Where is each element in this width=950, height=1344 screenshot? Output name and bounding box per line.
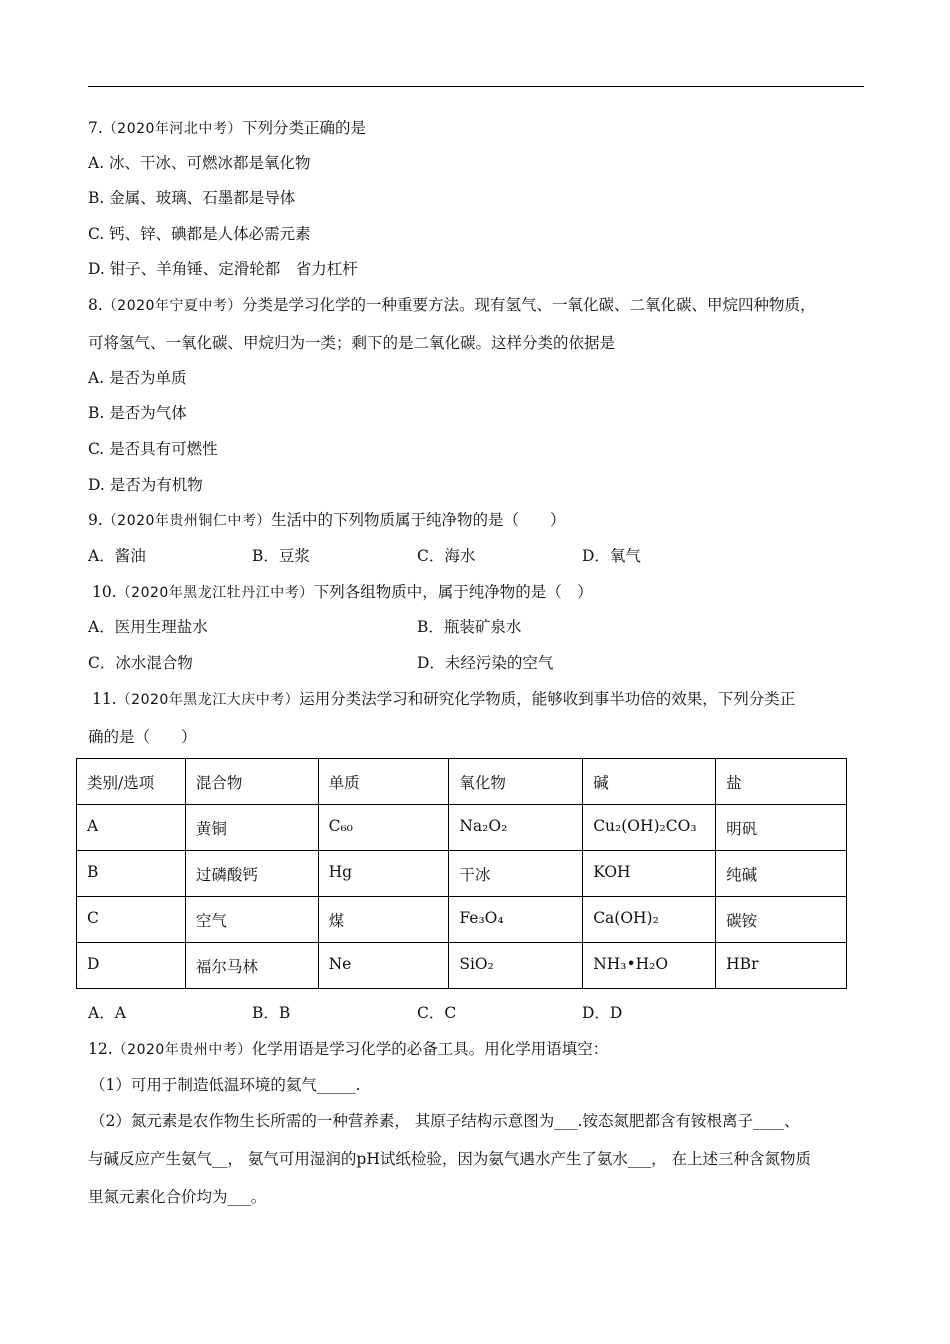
header-rule [88, 86, 864, 87]
q12-part2-line2: 与碱反应产生氨气__， 氨气可用湿润的pH试纸检验，因为氨气遇水产生了氨水___， 在上述三种含氮物质 [88, 1150, 812, 1168]
table-cell: HBr [716, 943, 847, 989]
table-cell: A [77, 805, 186, 851]
q12-stem: 化学用语是学习化学的必备工具。用化学用语填空： [251, 1040, 609, 1058]
table-cell: Ne [318, 943, 449, 989]
q11-stem-line1 [92, 689, 795, 710]
table-cell: NH₃•H₂O [583, 943, 716, 989]
table-cell: Hg [318, 851, 449, 897]
q11-source: （2020年黑龙江大庆中考） [116, 692, 300, 708]
q7-option-a: A. 冰、干冰、可燃冰都是氧化物 [88, 154, 311, 172]
q9-option-c: C．海水 [417, 547, 476, 565]
table-row [77, 805, 847, 851]
q9-number: 9. [88, 511, 103, 529]
table-cell: 过磷酸钙 [185, 851, 318, 897]
q8-source: （2020年宁夏中考） [102, 298, 242, 314]
q10-option-c: C．冰水混合物 [88, 654, 193, 672]
q7-stem-line [88, 118, 366, 139]
q11-stem-line2: 确的是（ ） [88, 728, 197, 746]
q7-stem: 下列分类正确的是 [241, 119, 366, 137]
q12-part2-line1: （2）氮元素是农作物生长所需的一种营养素， 其原子结构示意图为___.铵态氮肥都含有铵根离子____、 [90, 1112, 800, 1130]
table-cell: 福尔马林 [185, 943, 318, 989]
q10-source: （2020年黑龙江牡丹江中考） [116, 585, 314, 601]
q9-stem: 生活中的下列物质属于纯净物的是（ ） [270, 511, 566, 529]
table-cell: 碳铵 [716, 897, 847, 943]
q8-option-a: A. 是否为单质 [88, 369, 187, 387]
table-cell: 煤 [318, 897, 449, 943]
q8-number: 8. [88, 296, 103, 314]
q7-source: （2020年河北中考） [102, 121, 242, 137]
q9-option-d: D．氧气 [582, 547, 641, 565]
table-cell: Na₂O₂ [449, 805, 583, 851]
table-header-cell: 碱 [583, 759, 716, 805]
table-cell: Ca(OH)₂ [583, 897, 716, 943]
q10-number: 10. [92, 583, 117, 601]
q8-option-c: C. 是否具有可燃性 [88, 440, 218, 458]
table-row [77, 851, 847, 897]
q11-number: 11. [92, 690, 117, 708]
q11-option-a: A．A [88, 1004, 126, 1022]
table-cell: Fe₃O₄ [449, 897, 583, 943]
q10-stem: 下列各组物质中，属于纯净物的是（ ） [313, 583, 593, 601]
q12-source: （2020年贵州中考） [112, 1042, 252, 1058]
q12-stem-line [88, 1039, 608, 1060]
q8-stem-line2: 可将氢气、一氧化碳、甲烷归为一类；剩下的是二氧化碳。这样分类的依据是 [88, 334, 616, 352]
q7-option-c: C. 钙、锌、碘都是人体必需元素 [88, 225, 311, 243]
q12-number: 12. [88, 1040, 113, 1058]
q10-option-d: D．未经污染的空气 [417, 654, 554, 672]
q9-option-a: A．酱油 [88, 547, 146, 565]
classification-table [76, 758, 847, 989]
q8-stem-line1 [88, 295, 815, 316]
q8-option-b: B. 是否为气体 [88, 404, 187, 422]
table-cell: 干冰 [449, 851, 583, 897]
table-cell: 明矾 [716, 805, 847, 851]
q9-stem-line [88, 510, 565, 531]
q7-option-d: D. 钳子、羊角锤、定滑轮都 省力杠杆 [88, 260, 358, 278]
q11-option-d: D．D [582, 1004, 623, 1022]
table-header-cell: 混合物 [185, 759, 318, 805]
q11-option-c: C．C [417, 1004, 457, 1022]
table-cell: SiO₂ [449, 943, 583, 989]
table-cell: KOH [583, 851, 716, 897]
q10-option-b: B．瓶装矿泉水 [417, 618, 522, 636]
q9-source: （2020年贵州铜仁中考） [102, 513, 271, 529]
q7-option-b: B. 金属、玻璃、石墨都是导体 [88, 189, 296, 207]
q8-stem-part1: 分类是学习化学的一种重要方法。现有氢气、一氧化碳、二氧化碳、甲烷四种物质， [241, 296, 816, 314]
table-header-cell: 氧化物 [449, 759, 583, 805]
q12-part2-line3: 里氮元素化合价均为___。 [88, 1188, 267, 1206]
q11-option-b: B．B [252, 1004, 291, 1022]
q8-option-d: D. 是否为有机物 [88, 476, 203, 494]
table-cell: Cu₂(OH)₂CO₃ [583, 805, 716, 851]
table-cell: C [77, 897, 186, 943]
table-cell: B [77, 851, 186, 897]
q10-stem-line [92, 582, 593, 603]
table-cell: 黄铜 [185, 805, 318, 851]
q11-stem-part1: 运用分类法学习和研究化学物质，能够收到事半功倍的效果，下列分类正 [299, 690, 796, 708]
table-cell: D [77, 943, 186, 989]
q12-part1: （1）可用于制造低温环境的氦气_____. [90, 1076, 361, 1094]
table-cell: 纯碱 [716, 851, 847, 897]
table-cell: 空气 [185, 897, 318, 943]
table-cell: C₆₀ [318, 805, 449, 851]
table-header-cell: 类别/选项 [77, 759, 186, 805]
table-header-row [77, 759, 847, 805]
table-header-cell: 单质 [318, 759, 449, 805]
q7-number: 7. [88, 119, 103, 137]
q10-option-a: A．医用生理盐水 [88, 618, 208, 636]
table-header-cell: 盐 [716, 759, 847, 805]
table-row [77, 897, 847, 943]
q9-option-b: B．豆浆 [252, 547, 310, 565]
table-row [77, 943, 847, 989]
